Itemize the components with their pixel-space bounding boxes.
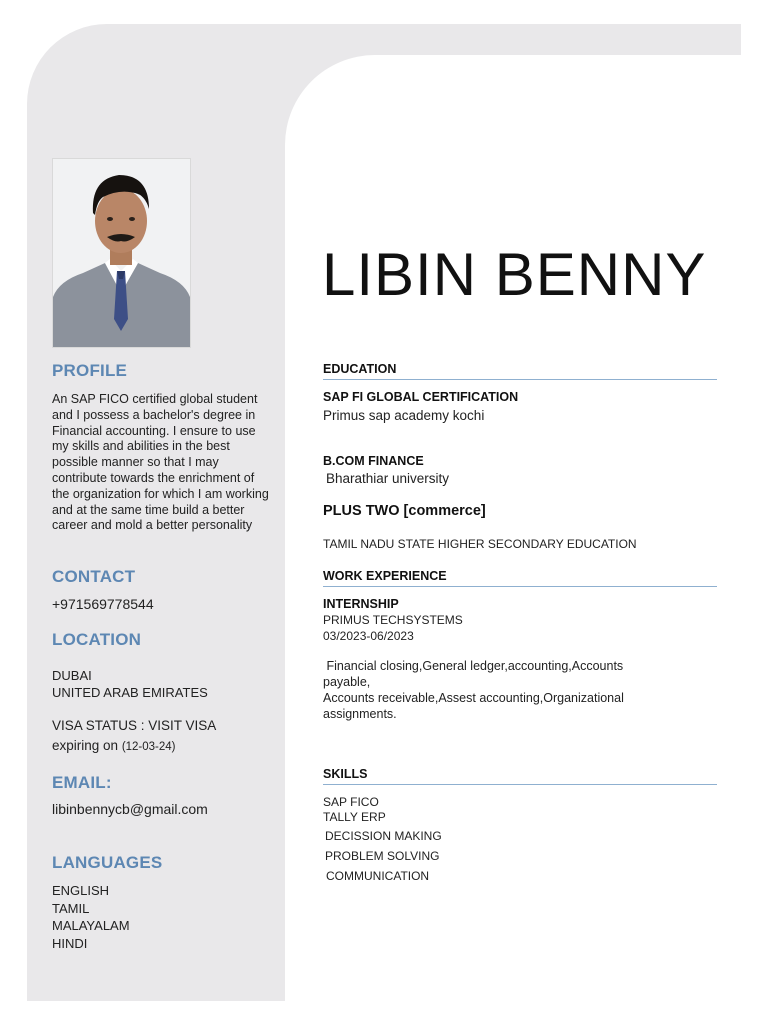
email-heading: EMAIL: — [52, 773, 112, 792]
contact-heading: CONTACT — [52, 567, 136, 586]
visa-status: VISA STATUS : VISIT VISA — [52, 718, 217, 733]
skill-item: DECISSION MAKING — [325, 829, 442, 843]
education-institution: Bharathiar university — [326, 471, 450, 486]
work-description-line: assignments. — [323, 707, 397, 721]
visa-expiry — [52, 738, 270, 756]
work-experience-heading: WORK EXPERIENCE — [323, 569, 717, 587]
skill-item: SAP FICO — [323, 795, 379, 809]
education-title: B.COM FINANCE — [323, 454, 424, 468]
profile-text: An SAP FICO certified global student and I possess a bachelor's degree in Financial accounting. I ensure to use my skills and abilities in the best possible manner so that I may contribute towards the enrichment of the organization for which I am working and at the same time build a better career and mold a better personality — [52, 392, 269, 533]
language-item: ENGLISH — [52, 883, 110, 898]
work-role: INTERNSHIP — [323, 597, 399, 611]
education-institution: TAMIL NADU STATE HIGHER SECONDARY EDUCATION — [323, 537, 637, 551]
visa-expiry-date: (12-03-24) — [121, 741, 176, 753]
location-city: DUBAI — [52, 668, 92, 683]
language-item: HINDI — [52, 935, 88, 951]
skills-heading: SKILLS — [323, 767, 717, 785]
work-description-line: Financial closing,General ledger,accounting,Accounts — [323, 659, 624, 673]
location-country: UNITED ARAB EMIRATES — [52, 685, 208, 700]
language-item: TAMIL — [52, 900, 90, 916]
location-heading: LOCATION — [52, 630, 142, 649]
work-company: PRIMUS TECHSYSTEMS — [323, 613, 463, 627]
languages-heading: LANGUAGES — [52, 853, 163, 872]
skill-item: PROBLEM SOLVING — [325, 849, 440, 863]
education-title: SAP FI GLOBAL CERTIFICATION — [323, 390, 519, 404]
visa-expiry-label: expiring on — [52, 738, 119, 753]
profile-heading: PROFILE — [52, 361, 128, 380]
languages-list — [52, 882, 130, 952]
skill-item: COMMUNICATION — [326, 869, 430, 883]
work-description-line: Accounts receivable,Assest accounting,Organizational — [323, 691, 624, 705]
contact-phone: +971569778544 — [52, 596, 154, 612]
education-heading: EDUCATION — [323, 362, 717, 380]
candidate-name: LIBIN BENNY — [322, 241, 707, 308]
education-institution: Primus sap academy kochi — [323, 408, 485, 423]
person-portrait-icon — [53, 159, 190, 347]
work-dates: 03/2023-06/2023 — [323, 629, 414, 643]
email-address: libinbennycb@gmail.com — [52, 801, 208, 817]
language-item: MALAYALAM — [52, 918, 130, 933]
education-title: PLUS TWO [commerce] — [323, 503, 486, 519]
skill-item: TALLY ERP — [323, 810, 386, 824]
profile-photo — [52, 158, 191, 348]
work-description-line: payable, — [323, 675, 371, 689]
